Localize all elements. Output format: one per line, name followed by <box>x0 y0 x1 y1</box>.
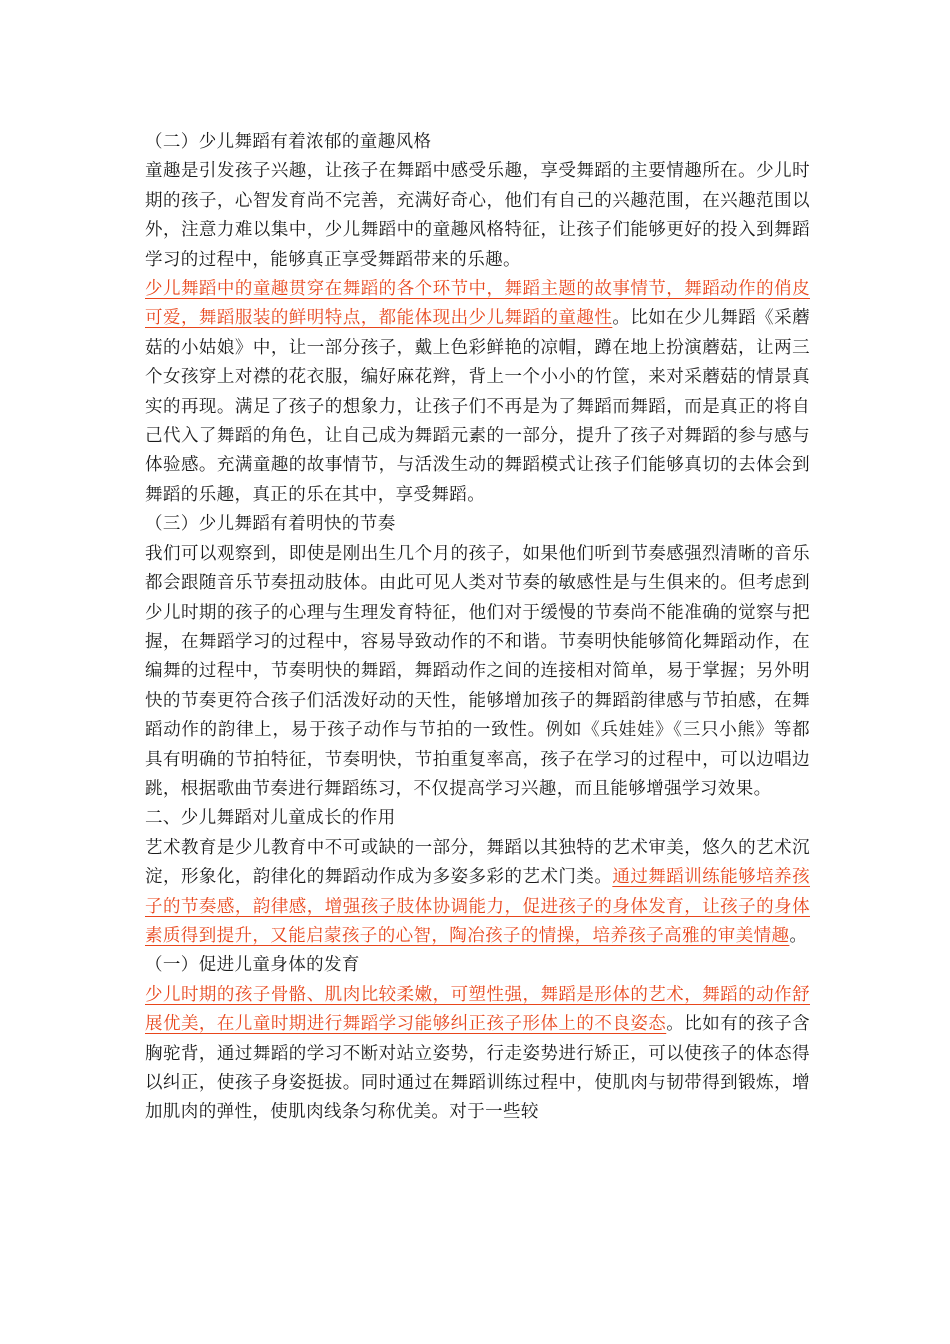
para-rhythm <box>145 540 810 805</box>
highlighted-text: 通过舞蹈训练能够培养孩子的节奏感，韵律感，增强孩子肢体协调能力，促进孩子的身体发育，让孩子的身体素质得到提升，又能启蒙孩子的心智，陶冶孩子的情操，培养孩子高雅的审美情趣 <box>145 867 810 946</box>
heading-childlike-style: （二）少儿舞蹈有着浓郁的童趣风格 <box>145 132 432 152</box>
body-text: 。比如有的孩子含胸驼背，通过舞蹈的学习不断对站立姿势，行走姿势进行矫正，可以使孩子的体态得以纠正，使孩子身姿挺拔。同时通过在舞蹈训练过程中，使肌肉与韧带得到锻炼，增加肌肉的弹性，使肌肉线条匀称优美。对于一些较 <box>145 1014 810 1123</box>
heading-physical-development: （一）促进儿童身体的发育 <box>145 955 360 976</box>
para-childlike-intro <box>145 157 810 275</box>
body-text: 。 <box>789 925 808 946</box>
body-text: 艺术教育是少儿教育中不可或缺的一部分，舞蹈以其独特的艺术审美，悠久的艺术沉淀，形象化，韵律化的舞蹈动作成为多姿多彩的艺术门类。 <box>145 837 810 888</box>
heading-role-in-growth: 二、少儿舞蹈对儿童成长的作用 <box>145 808 396 829</box>
para-art-education <box>145 834 810 952</box>
body-text: 童趣是引发孩子兴趣，让孩子在舞蹈中感受乐趣，享受舞蹈的主要情趣所在。少儿时期的孩子，心智发育尚不完善，充满好奇心，他们有自己的兴趣范围，在兴趣范围以外，注意力难以集中，少儿舞蹈中的童趣风格特征，让孩子们能够更好的投入到舞蹈学习的过程中，能够真正享受舞蹈带来的乐趣。 <box>145 161 810 270</box>
highlighted-text: 少儿舞蹈中的童趣贯穿在舞蹈的各个环节中，舞蹈主题的故事情节，舞蹈动作的俏皮可爱，舞蹈服装的鲜明特点，都能体现出少儿舞蹈的童趣性 <box>145 279 810 329</box>
para-physical-development <box>145 981 810 1128</box>
body-text: 。比如在少儿舞蹈《采蘑菇的小姑娘》中，让一部分孩子，戴上色彩鲜艳的凉帽，蹲在地上扮演蘑菇，让两三个女孩穿上对襟的花衣服，编好麻花辫，背上一个小小的竹筐，来对采蘑菇的情景真实的再现。满足了孩子的想象力，让孩子们不再是为了舞蹈而舞蹈，而是真正的将自己代入了舞蹈的角色，让自己成为舞蹈元素的一部分，提升了孩子对舞蹈的参与感与体验感。充满童趣的故事情节，与活泼生动的舞蹈模式让孩子们能够真切的去体会到舞蹈的乐趣，真正的乐在其中，享受舞蹈。 <box>145 308 810 505</box>
para-childlike-example <box>145 275 810 510</box>
heading-rhythm: （三）少儿舞蹈有着明快的节奏 <box>145 514 396 535</box>
body-text: 我们可以观察到，即使是刚出生几个月的孩子，如果他们听到节奏感强烈清晰的音乐都会跟随音乐节奏扭动肢体。由此可见人类对节奏的敏感性是与生俱来的。但考虑到少儿时期的孩子的心理与生理发育特征，他们对于缓慢的节奏尚不能准确的觉察与把握，在舞蹈学习的过程中，容易导致动作的不和谐。节奏明快能够简化舞蹈动作，在编舞的过程中，节奏明快的舞蹈，舞蹈动作之间的连接相对简单，易于掌握；另外明快的节奏更符合孩子们活泼好动的天性，能够增加孩子的舞蹈韵律感与节拍感，在舞蹈动作的韵律上，易于孩子动作与节拍的一致性。例如《兵娃娃》《三只小熊》等都具有明确的节拍特征，节奏明快，节拍重复率高，孩子在学习的过程中，可以边唱边跳，根据歌曲节奏进行舞蹈练习，不仅提高学习兴趣，而且能够增强学习效果。 <box>145 543 810 799</box>
document-body <box>145 128 810 1128</box>
highlighted-text: 少儿时期的孩子骨骼、肌肉比较柔嫩，可塑性强，舞蹈是形体的艺术，舞蹈的动作舒展优美，在儿童时期进行舞蹈学习能够纠正孩子形体上的不良姿态 <box>145 984 810 1035</box>
